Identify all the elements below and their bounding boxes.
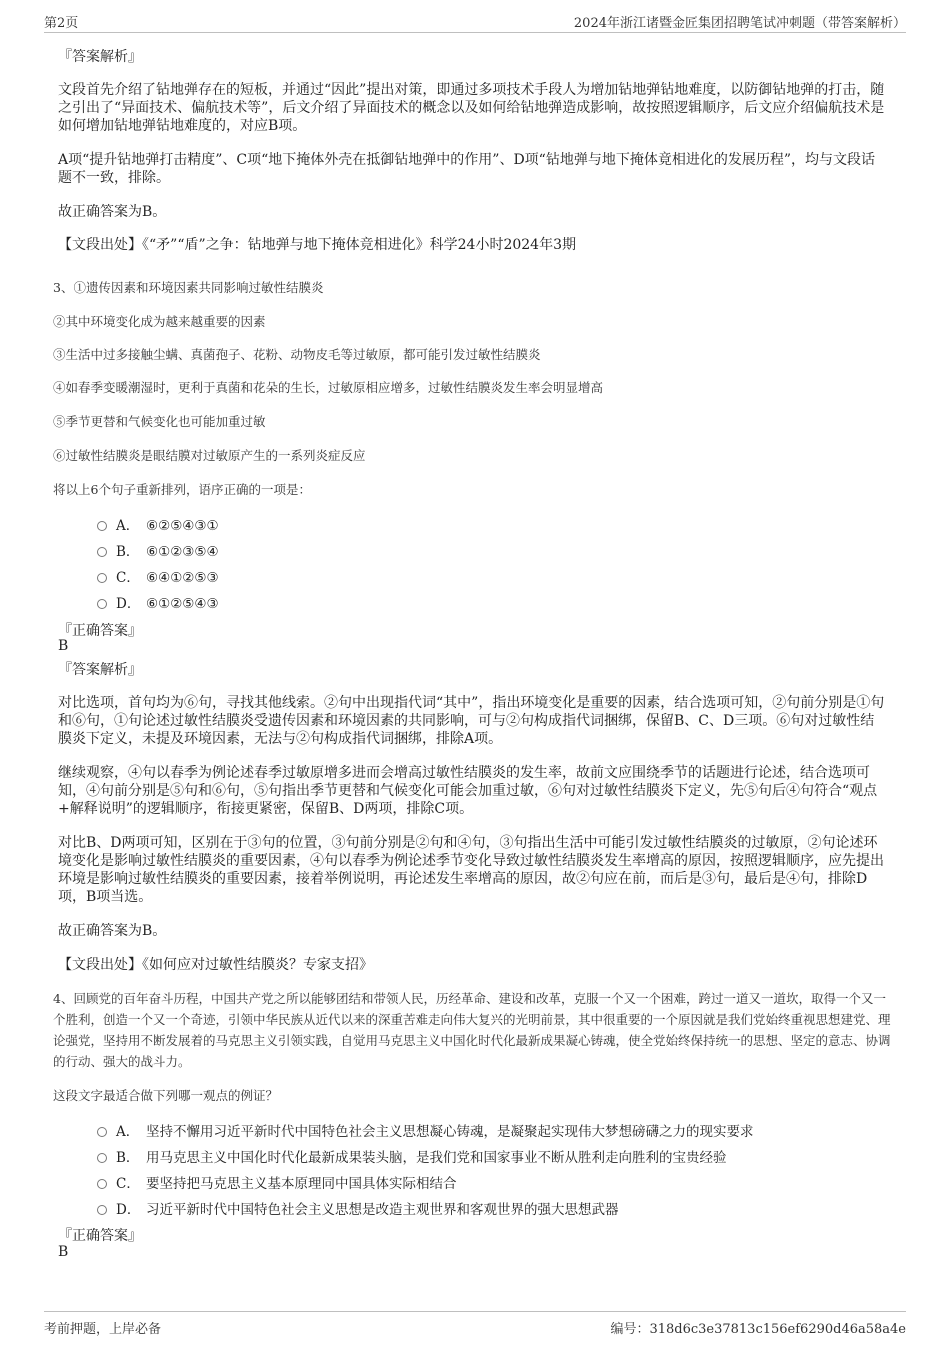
question-stem-line: ⑤季节更替和气候变化也可能加重过敏 bbox=[53, 414, 266, 429]
answer-option[interactable]: D． ⑥①②⑤④③ bbox=[97, 592, 219, 612]
page-number: 第2页 bbox=[44, 16, 79, 31]
source-citation: 【文段出处】《“矛”“盾”之争：钻地弹与地下掩体竞相进化》科学24小时2024年3期 bbox=[58, 237, 576, 253]
answer-statement: 故正确答案为B。 bbox=[58, 923, 167, 939]
question-stem-line: ③生活中过多接触尘螨、真菌孢子、花粉、动物皮毛等过敏原，都可能引发过敏性结膜炎 bbox=[53, 347, 541, 362]
analysis-paragraph: A项“提升钻地弹打击精度”、C项“地下掩体外壳在抵御钻地弹中的作用”、D项“钻地弹与地下掩体竟相进化的发展历程”，均与文段话题不一致，排除。 bbox=[58, 152, 875, 186]
radio-button-icon[interactable] bbox=[97, 1179, 107, 1189]
page-header bbox=[44, 10, 906, 33]
correct-answer-label: 『正确答案』 bbox=[58, 1228, 142, 1244]
correct-answer-value: B bbox=[58, 638, 69, 654]
answer-option[interactable]: D． 习近平新时代中国特色社会主义思想是改造主观世界和客观世界的强大思想武器 bbox=[97, 1198, 619, 1218]
footer-slogan: 考前押题，上岸必备 bbox=[44, 1322, 162, 1337]
question-stem-line: ②其中环境变化成为越来越重要的因素 bbox=[53, 314, 266, 329]
answer-option[interactable]: B． 用马克思主义中国化时代化最新成果装头脑，是我们党和国家事业不断从胜利走向胜利的宝贵经验 bbox=[97, 1146, 727, 1166]
question-prompt: 这段文字最适合做下列哪一观点的例证？ bbox=[53, 1088, 279, 1103]
answer-option[interactable]: C． ⑥④①②⑤③ bbox=[97, 566, 219, 586]
analysis-label: 『答案解析』 bbox=[58, 49, 142, 65]
correct-answer-label: 『正确答案』 bbox=[58, 623, 142, 639]
radio-button-icon[interactable] bbox=[97, 573, 107, 583]
source-citation: 【文段出处】《如何应对过敏性结膜炎？专家支招》 bbox=[58, 957, 373, 973]
question-stem-line: 3、①遗传因素和环境因素共同影响过敏性结膜炎 bbox=[53, 280, 324, 295]
document-title: 2024年浙江诸暨金匠集团招聘笔试冲刺题（带答案解析） bbox=[573, 16, 906, 31]
question-stem-line: ④如春季变暖潮湿时，更利于真菌和花朵的生长，过敏原相应增多，过敏性结膜炎发生率会明显增高 bbox=[53, 380, 604, 395]
answer-option[interactable]: A． 坚持不懈用习近平新时代中国特色社会主义思想凝心铸魂，是凝聚起实现伟大梦想磅礴之力的现实要求 bbox=[97, 1120, 754, 1140]
analysis-paragraph: 继续观察，④句以春季为例论述春季过敏原增多进而会增高过敏性结膜炎的发生率，故前文应围绕季节的话题进行论述，结合选项可知，④句前分别是⑤句和⑥句，⑤句指出季节更替和气候变化可能会加重过敏，⑥句对过敏性结膜炎下定义，先⑤句后④句符合“观点+解释说明”的逻辑顺序，衔接更紧密，保留B、D两项，排除C项。 bbox=[58, 765, 878, 817]
radio-button-icon[interactable] bbox=[97, 1127, 107, 1137]
radio-button-icon[interactable] bbox=[97, 547, 107, 557]
question-prompt: 将以上6个句子重新排列，语序正确的一项是： bbox=[53, 482, 311, 497]
page-footer bbox=[44, 1311, 906, 1338]
question-stem: 4、回顾党的百年奋斗历程，中国共产党之所以能够团结和带领人民，历经革命、建设和改革，克服一个又一个困难，跨过一道又一道坎，取得一个又一个胜利，创造一个又一个奇迹，引领中华民族从近代以来的深重苦难走向伟大复兴的光明前景，其中很重要的一个原因就是我们党始终重视思想建党、理论强党，坚持用不断发展着的马克思主义引领实践，自觉用马克思主义中国化时代化最新成果凝心铸魂，使全党始终保持统一的思想、坚定的意志、协调的行动、强大的战斗力。 bbox=[53, 991, 891, 1069]
radio-button-icon[interactable] bbox=[97, 1153, 107, 1163]
analysis-paragraph: 对比选项，首句均为⑥句，寻找其他线索。②句中出现指代词“其中”，指出环境变化是重要的因素，结合选项可知，②句前分别是①句和⑥句，①句论述过敏性结膜炎受遗传因素和环境因素的共同影响，可与②句构成指代词捆绑，保留B、C、D三项。⑥句对过敏性结膜炎下定义，未提及环境因素，无法与②句构成指代词捆绑，排除A项。 bbox=[58, 695, 885, 747]
radio-button-icon[interactable] bbox=[97, 599, 107, 609]
answer-option[interactable]: B． ⑥①②③⑤④ bbox=[97, 540, 219, 560]
analysis-paragraph: 文段首先介绍了钻地弹存在的短板，并通过“因此”提出对策，即通过多项技术手段人为增加钻地弹钻地难度，以防御钻地弹的打击，随之引出了“异面技术、偏航技术等”，后文介绍了异面技术的概念以及如何给钻地弹造成影响，故按照逻辑顺序，后文应介绍偏航技术是如何增加钻地弹钻地难度的，对应B项。 bbox=[58, 82, 885, 134]
question-stem-line: ⑥过敏性结膜炎是眼结膜对过敏原产生的一系列炎症反应 bbox=[53, 448, 366, 463]
correct-answer-value: B bbox=[58, 1244, 69, 1260]
answer-option[interactable]: C． 要坚持把马克思主义基本原理同中国具体实际相结合 bbox=[97, 1172, 457, 1192]
radio-button-icon[interactable] bbox=[97, 521, 107, 531]
radio-button-icon[interactable] bbox=[97, 1205, 107, 1215]
document-serial: 编号：318d6c3e37813c156ef6290d46a58a4e bbox=[610, 1322, 906, 1337]
analysis-paragraph: 对比B、D两项可知，区别在于③句的位置，③句前分别是②句和④句，③句指出生活中可能引发过敏性结膜炎的过敏原，②句论述环境变化是影响过敏性结膜炎的重要因素，④句以春季为例论述季节变化导致过敏性结膜炎发生率增高的原因，按照逻辑顺序，应先提出环境是影响过敏性结膜炎的重要因素，接着举例说明，再论述发生率增高的原因，故②句应在前，而后是③句，最后是④句，排除D项，B项当选。 bbox=[58, 835, 884, 905]
answer-option[interactable]: A． ⑥②⑤④③① bbox=[97, 514, 219, 534]
analysis-label: 『答案解析』 bbox=[58, 662, 142, 678]
answer-statement: 故正确答案为B。 bbox=[58, 204, 167, 220]
